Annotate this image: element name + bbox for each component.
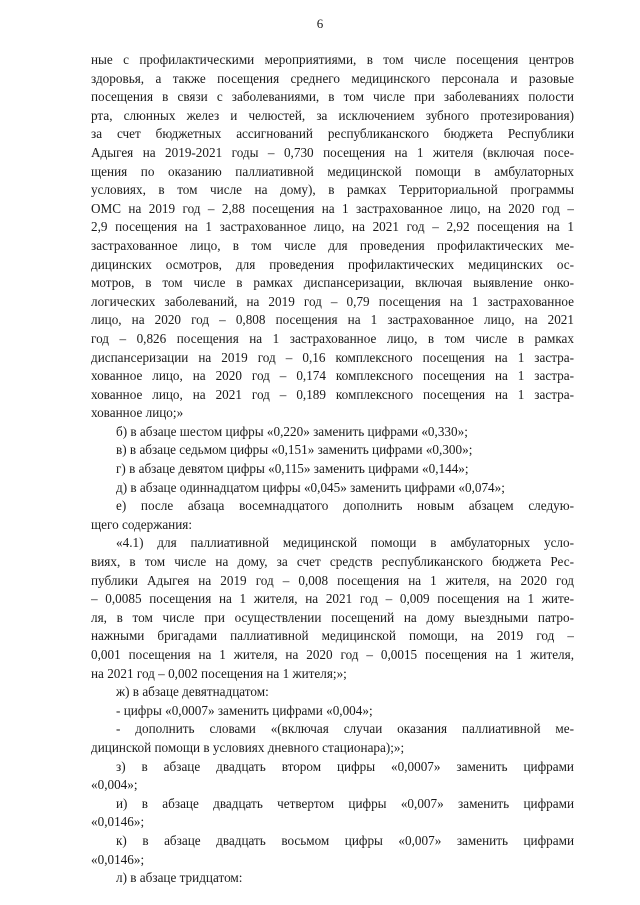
text-line: дицинских осмотров, для проведения профилактических медицинских ос- <box>91 256 574 272</box>
text-line: Адыгея на 2019-2021 годы – 0,730 посещения на 1 жителя (включая посе- <box>91 144 574 160</box>
text-line: - цифры «0,0007» заменить цифрами «0,004»; <box>116 702 373 718</box>
text-line: д) в абзаце одиннадцатом цифры «0,045» заменить цифрами «0,074»; <box>116 479 505 495</box>
text-line: – 0,0085 посещения на 1 жителя, на 2021 год – 0,009 посещения на 1 жите- <box>91 591 574 607</box>
text-line: условиях, в том числе на дому), в рамках Территориальной программы <box>91 182 574 198</box>
text-line: застрахованное лицо, в том числе для проведения профилактических ме- <box>91 237 574 253</box>
text-line: нажными бригадами паллиативной медицинской помощи, на 2019 год – <box>91 628 574 644</box>
text-line: в) в абзаце седьмом цифры «0,151» заменить цифрами «0,300»; <box>116 442 473 458</box>
text-line: «0,0146»; <box>91 851 145 867</box>
text-line: з) в абзаце двадцать втором цифры «0,0007» заменить цифрами <box>116 758 574 774</box>
text-line: г) в абзаце девятом цифры «0,115» заменить цифрами «0,144»; <box>116 461 469 477</box>
text-line: б) в абзаце шестом цифры «0,220» заменить цифрами «0,330»; <box>116 423 468 439</box>
text-line: год – 0,826 посещения на 1 застрахованное лицо, в том числе в рамках <box>91 330 574 346</box>
text-line: 0,001 посещения на 1 жителя, на 2020 год – 0,0015 посещения на 1 жителя, <box>91 647 574 662</box>
text-line: публики Адыгея на 2019 год – 0,008 посещения на 1 жителя, на 2020 год <box>91 572 574 588</box>
text-line: ные с профилактическими мероприятиями, в том числе посещения центров <box>91 52 574 67</box>
text-line: ж) в абзаце девятнадцатом: <box>116 684 269 700</box>
text-line: ОМС на 2019 год – 2,88 посещения на 1 застрахованное лицо, на 2020 год – <box>91 200 574 216</box>
text-line: щения по оказанию паллиативной медицинской помощи в амбулаторных <box>91 163 574 179</box>
text-line: щего содержания: <box>91 516 193 532</box>
document-body <box>91 51 574 888</box>
text-line: на 2021 год – 0,002 посещения на 1 жителя;»; <box>91 665 347 681</box>
text-line: «0,0146»; <box>91 814 145 830</box>
text-line: логических заболеваний, на 2019 год – 0,79 посещения на 1 застрахованное <box>91 293 574 309</box>
text-line: е) после абзаца восемнадцатого дополнить новым абзацем следую- <box>116 498 574 514</box>
text-line: «4.1) для паллиативной медицинской помощи в амбулаторных усло- <box>116 535 574 551</box>
text-line: «0,004»; <box>91 777 138 793</box>
text-line: здоровья, а также посещения среднего медицинского персонала и разовые <box>91 70 574 86</box>
text-line: хованное лицо, на 2020 год – 0,174 комплексного посещения на 1 застра- <box>91 368 574 384</box>
text-line: дицинской помощи в условиях дневного стационара);»; <box>91 739 405 755</box>
text-line: диспансеризации на 2019 год – 0,16 комплексного посещения на 1 застра- <box>91 349 574 365</box>
text-line: хованное лицо, на 2021 год – 0,189 комплексного посещения на 1 застра- <box>91 386 574 402</box>
text-line: виях, в том числе на дому, за счет средств республиканского бюджета Рес- <box>91 554 574 570</box>
text-line: 2,9 посещения на 1 застрахованное лицо, на 2021 год – 2,92 посещения на 1 <box>91 219 574 235</box>
text-line: хованное лицо;» <box>91 405 184 421</box>
text-line: и) в абзаце двадцать четвертом цифры «0,007» заменить цифрами <box>116 795 574 811</box>
text-line: ля, в том числе при осуществлении посещений на дому выездными патро- <box>91 609 574 625</box>
text-line: - дополнить словами «(включая случаи оказания паллиативной ме- <box>116 721 574 737</box>
text-line: рта, слюнных желез и челюстей, за исключением зубного протезирования) <box>91 107 574 123</box>
text-line: мотров, в том числе в рамках диспансеризации, включая выявление онко- <box>91 275 574 291</box>
page-number: 6 <box>316 16 324 31</box>
text-line: л) в абзаце тридцатом: <box>116 870 243 886</box>
text-line: лицо, на 2020 год – 0,808 посещения на 1 застрахованное лицо, на 2021 <box>91 312 574 328</box>
text-line: посещения в связи с заболеваниями, в том числе при заболеваниях полости <box>91 89 574 105</box>
text-line: к) в абзаце двадцать восьмом цифры «0,007» заменить цифрами <box>116 832 574 848</box>
text-line: за счет бюджетных ассигнований республиканского бюджета Республики <box>91 126 574 142</box>
